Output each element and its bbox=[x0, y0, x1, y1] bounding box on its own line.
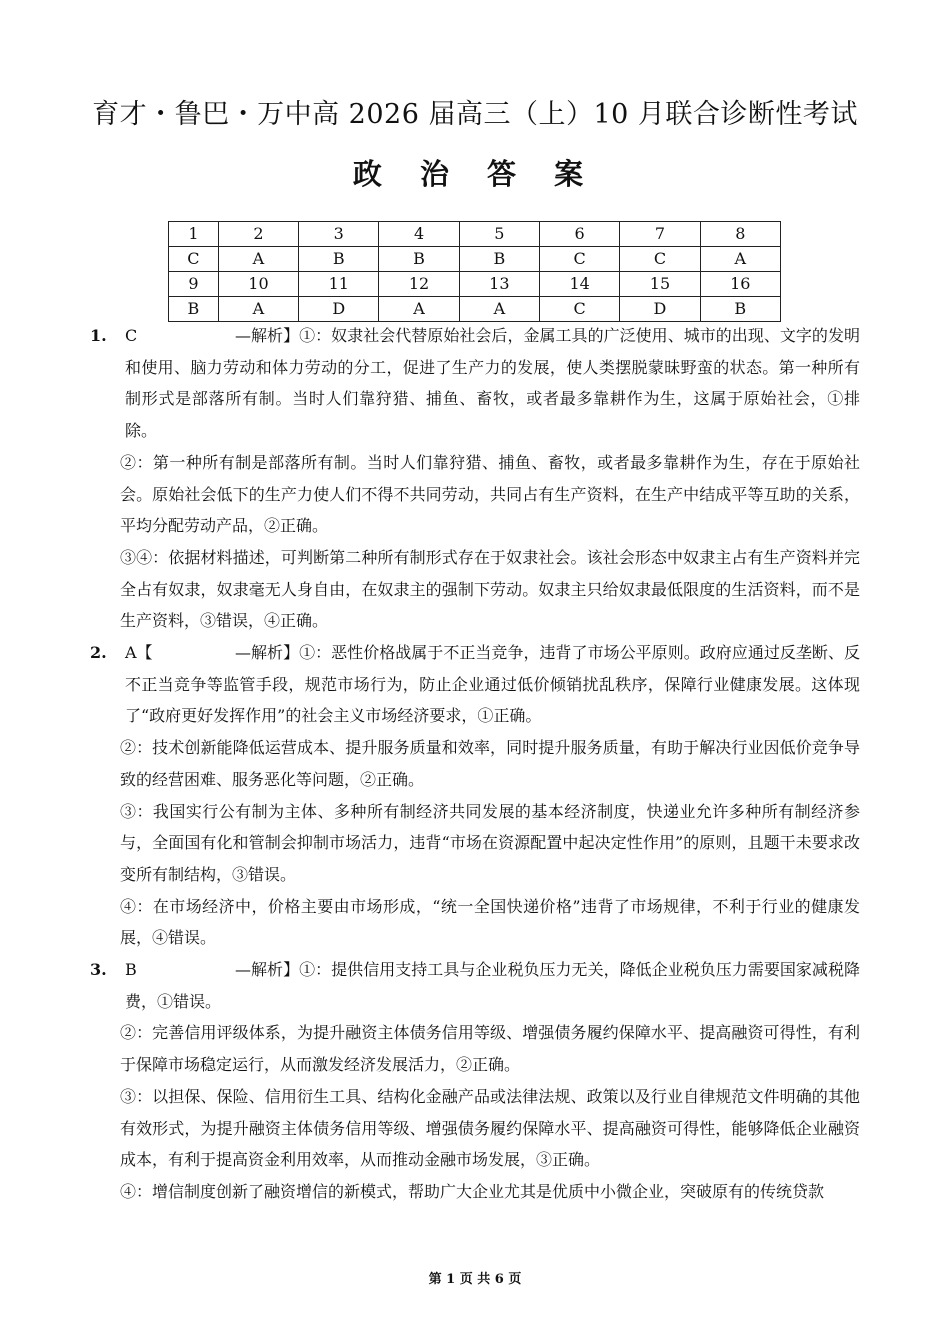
table-cell: B bbox=[459, 247, 539, 272]
paragraph-text: ②：技术创新能降低运营成本、提升服务质量和效率，同时提升服务质量，有助于解决行业因低价竞争导致的经营困难、服务恶化等问题，②正确。 bbox=[120, 738, 860, 789]
explanation-paragraph bbox=[90, 891, 860, 954]
table-cell: 14 bbox=[540, 272, 620, 297]
table-cell: D bbox=[299, 297, 379, 322]
explanation-paragraph bbox=[90, 1176, 860, 1208]
item-answer: B bbox=[125, 960, 137, 980]
table-cell: C bbox=[620, 247, 700, 272]
table-cell: 12 bbox=[379, 272, 459, 297]
table-cell: 10 bbox=[218, 272, 298, 297]
table-cell: A bbox=[459, 297, 539, 322]
explanation-paragraph bbox=[90, 542, 860, 637]
table-row bbox=[169, 247, 781, 272]
paragraph-text: —解析】①：提供信用支持工具与企业税负压力无关，降低企业税负压力需要国家减税降费，①错误。 bbox=[125, 960, 860, 1011]
table-cell: 3 bbox=[299, 222, 379, 247]
paragraph-text: ④：增信制度创新了融资增信的新模式，帮助广大企业尤其是优质中小微企业，突破原有的传统贷款 bbox=[120, 1181, 825, 1201]
table-cell: B bbox=[299, 247, 379, 272]
table-cell: C bbox=[169, 247, 219, 272]
table-cell: 15 bbox=[620, 272, 700, 297]
table-cell: 7 bbox=[620, 222, 700, 247]
paragraph-text: ④：在市场经济中，价格主要由市场形成，“统一全国快递价格”违背了市场规律，不利于行业的健康发展，④错误。 bbox=[120, 896, 860, 948]
item-answer: A【 bbox=[125, 643, 153, 663]
table-cell: B bbox=[379, 247, 459, 272]
table-cell: 9 bbox=[169, 272, 219, 297]
table-cell: 4 bbox=[379, 222, 459, 247]
table-cell: 2 bbox=[218, 222, 298, 247]
explanation-paragraph bbox=[90, 796, 860, 891]
answer-table bbox=[168, 221, 781, 322]
table-cell: A bbox=[700, 247, 780, 272]
paragraph-text: ③：以担保、保险、信用衍生工具、结构化金融产品或法律法规、政策以及行业自律规范文件明确的其他有效形式，为提升融资主体债务信用等级、增强债务履约保障水平、提高融资可得性，能够降低企业融资成本，有利于提高资金利用效率，从而推动金融市场发展，③正确。 bbox=[120, 1086, 860, 1170]
answer-explanations bbox=[90, 320, 860, 1208]
table-cell: B bbox=[169, 297, 219, 322]
table-cell: C bbox=[540, 247, 620, 272]
item-number: 1. bbox=[90, 326, 107, 345]
document-subtitle: 政 治 答 案 bbox=[352, 157, 598, 191]
explanation-paragraph bbox=[90, 637, 860, 732]
table-cell: A bbox=[379, 297, 459, 322]
explanation-paragraph bbox=[90, 320, 860, 447]
table-cell: 1 bbox=[169, 222, 219, 247]
item-number: 2. bbox=[90, 643, 107, 663]
table-cell: D bbox=[620, 297, 700, 322]
explanation-paragraph bbox=[90, 447, 860, 542]
table-cell: 11 bbox=[299, 272, 379, 297]
item-number: 3. bbox=[90, 960, 107, 980]
table-cell: 5 bbox=[459, 222, 539, 247]
explanation-paragraph bbox=[90, 954, 860, 1017]
table-cell: 13 bbox=[459, 272, 539, 297]
table-row bbox=[169, 272, 781, 297]
explanation-paragraph bbox=[90, 1081, 860, 1176]
paragraph-text: ②：完善信用评级体系，为提升融资主体债务信用等级、增强债务履约保障水平、提高融资可得性，有利于保障市场稳定运行，从而激发经济发展活力，②正确。 bbox=[120, 1023, 860, 1075]
paragraph-text: —解析】①：恶性价格战属于不正当竞争，违背了市场公平原则。政府应通过反垄断、反不正当竞争等监管手段，规范市场行为，防止企业通过低价倾销扰乱秩序，保障行业健康发展。这体现了“政府更好发挥作用”的社会主义市场经济要求，①正确。 bbox=[125, 643, 860, 726]
table-cell: C bbox=[540, 297, 620, 322]
paragraph-text: —解析】①：奴隶社会代替原始社会后，金属工具的广泛使用、城市的出现、文字的发明和使用、脑力劳动和体力劳动的分工，促进了生产力的发展，使人类摆脱蒙昧野蛮的状态。第一种所有制形式是部落所有制。当时人们靠狩猎、捕鱼、畜牧，或者最多靠耕作为生，这属于原始社会，①排除。 bbox=[125, 326, 860, 441]
table-cell: B bbox=[700, 297, 780, 322]
answer-item bbox=[90, 320, 860, 637]
table-cell: 6 bbox=[540, 222, 620, 247]
answer-item bbox=[90, 954, 860, 1208]
table-row bbox=[169, 222, 781, 247]
paragraph-text: ③：我国实行公有制为主体、多种所有制经济共同发展的基本经济制度，快递业允许多种所有制经济参与，全面国有化和管制会抑制市场活力，违背“市场在资源配置中起决定性作用”的原则，且题干未要求改变所有制结构，③错误。 bbox=[120, 801, 860, 884]
page-footer: 第 1 页 共 6 页 bbox=[428, 1272, 522, 1287]
explanation-paragraph bbox=[90, 1017, 860, 1080]
table-cell: A bbox=[218, 247, 298, 272]
table-cell: A bbox=[218, 297, 298, 322]
table-cell: 8 bbox=[700, 222, 780, 247]
paragraph-text: ②：第一种所有制是部落所有制。当时人们靠狩猎、捕鱼、畜牧，或者最多靠耕作为生，存在于原始社会。原始社会低下的生产力使人们不得不共同劳动，共同占有生产资料，在生产中结成平等互助的关系，平均分配劳动产品，②正确。 bbox=[120, 452, 860, 536]
document-title: 育才・鲁巴・万中高 2026 届高三（上）10 月联合诊断性考试 bbox=[92, 99, 858, 130]
item-answer: C bbox=[125, 326, 138, 345]
explanation-paragraph bbox=[90, 732, 860, 795]
answer-item bbox=[90, 637, 860, 954]
table-row bbox=[169, 297, 781, 322]
table-cell: 16 bbox=[700, 272, 780, 297]
paragraph-text: ③④：依据材料描述，可判断第二种所有制形式存在于奴隶社会。该社会形态中奴隶主占有生产资料并完全占有奴隶，奴隶毫无人身自由，在奴隶主的强制下劳动。奴隶主只给奴隶最低限度的生活资料，而不是生产资料，③错误，④正确。 bbox=[120, 547, 860, 631]
